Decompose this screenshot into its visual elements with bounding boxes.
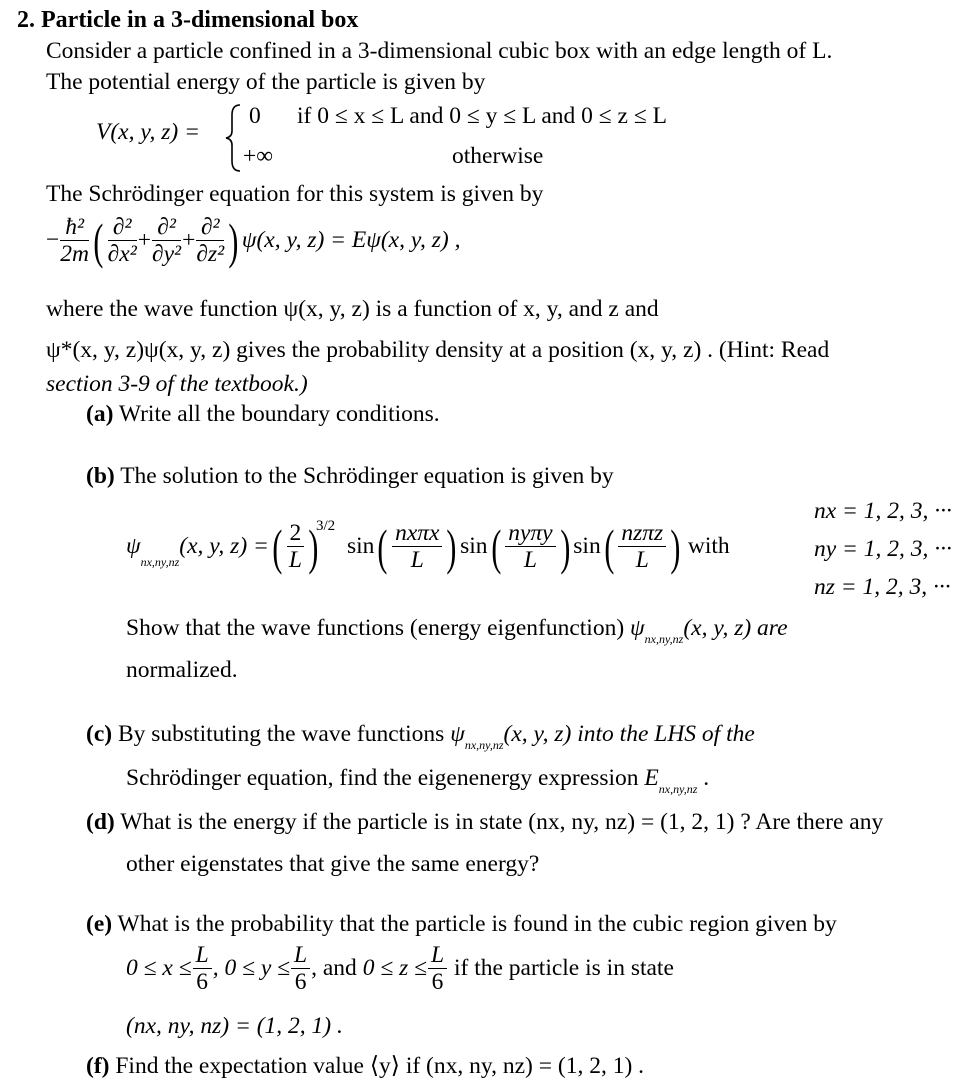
energy-subscript: nx,ny,nz xyxy=(658,782,698,796)
piecewise-brace xyxy=(224,103,244,173)
eq-d1-den: ∂x² xyxy=(107,241,137,267)
intro-line-2: The potential energy of the particle is given by xyxy=(46,69,486,95)
part-c-tail: (x, y, z) into the LHS of the xyxy=(503,721,755,747)
part-c-text: By substituting the wave functions xyxy=(117,721,445,747)
eq-rhs: ψ(x, y, z) = Eψ(x, y, z) , xyxy=(241,227,461,253)
arg3-num: nzπz xyxy=(618,520,666,547)
eq-d3-den: ∂z² xyxy=(196,241,225,267)
intro-line-1: Consider a particle confined in a 3-dimensional cubic box with an edge length of L. xyxy=(46,38,833,64)
arg2-den: L xyxy=(523,547,537,574)
psi-symbol: ψ xyxy=(126,533,141,560)
part-b-text: The solution to the Schrödinger equation is given by xyxy=(120,463,614,489)
part-d-label: (d) xyxy=(86,809,115,835)
eq-prefactor-num: ħ² xyxy=(60,214,89,241)
part-d-line-1 xyxy=(86,808,883,836)
eq-d2-num: ∂² xyxy=(152,214,181,241)
arg1-num: nxπx xyxy=(392,520,442,547)
part-e-label: (e) xyxy=(86,911,113,937)
part-b-show-line-2: normalized. xyxy=(126,657,238,683)
show-psi-symbol: ψ xyxy=(630,615,645,641)
show-line-1-tail: (x, y, z) are xyxy=(683,615,788,641)
schrodinger-equation: − $\frac{\text{ħ²}}{2m}$ ( $\frac{\text{∂²}}{\text{∂x²}}$ + $\frac{\text{∂²}}{\text{∂y²}}$ + $\frac{\text{∂²}}{\text{∂z²}}$ ) ψ(x, y, z) = Eψ(x, y, z) , xyxy=(46,212,461,269)
part-e-line-2-text: if the particle is in state xyxy=(453,955,674,981)
show-line-1-text: Show that the wave functions (energy eigenfunction) xyxy=(126,615,625,641)
eq-prefactor-den: 2m xyxy=(60,241,89,267)
eq-d1-num: ∂² xyxy=(108,214,137,241)
part-f-label: (f) xyxy=(86,1053,110,1079)
show-psi-subscript: nx,ny,nz xyxy=(644,632,684,646)
problem-heading: 2. Particle in a 3-dimensional box xyxy=(17,7,359,33)
part-b-label: (b) xyxy=(86,463,115,489)
part-c-line-2-text: Schrödinger equation, find the eigenenergy expression xyxy=(126,765,639,791)
part-e-line-2: 0 ≤ x ≤ $\frac{L}{6}$ , 0 ≤ y ≤ $\frac{L}{6}$ , and 0 ≤ z ≤ $\frac{L}{6}$ if the particle is in state xyxy=(126,942,674,995)
potential-case2-value: +∞ xyxy=(243,143,274,169)
psi-subscript: nx,ny,nz xyxy=(140,555,180,569)
eq-d3-num: ∂² xyxy=(196,214,224,241)
part-f-line-1 xyxy=(86,1052,644,1080)
potential-case2-condition: otherwise xyxy=(452,143,544,169)
arg1-den: L xyxy=(410,547,424,574)
eq-d2-den: ∂y² xyxy=(152,241,182,267)
sin-2: sin xyxy=(460,533,488,560)
part-f-text: Find the expectation value ⟨y⟩ if (nx, ny, nz) = (1, 2, 1) . xyxy=(115,1053,645,1079)
part-c-psi-subscript: nx,ny,nz xyxy=(464,738,504,752)
potential-case1-value: 0 xyxy=(249,103,261,129)
wf-line-1: where the wave function ψ(x, y, z) is a function of x, y, and z and xyxy=(46,296,659,322)
coef-exponent: 3/2 xyxy=(315,518,336,534)
part-b-show-line-1 xyxy=(126,614,788,653)
psi-args: (x, y, z) = xyxy=(179,533,269,560)
coef-den: L xyxy=(288,547,302,574)
ny-values: ny = 1, 2, 3, ··· xyxy=(814,536,952,562)
arg2-num: nyπy xyxy=(505,520,555,547)
wf-line-2: ψ*(x, y, z)ψ(x, y, z) gives the probability density at a position (x, y, z) . (Hint: Read xyxy=(46,337,830,363)
wf-line-3: section 3-9 of the textbook.) xyxy=(46,371,308,397)
part-a-text: Write all the boundary conditions. xyxy=(118,401,440,427)
part-c-psi-symbol: ψ xyxy=(450,721,465,747)
potential-case1-condition: if 0 ≤ x ≤ L and 0 ≤ y ≤ L and 0 ≤ z ≤ L xyxy=(297,103,667,129)
psi-solution-equation: $\psi_{nx,ny,nz}(x$, y, z) =( $\frac{2}{L}$ )$^{3/2}$ sin( $\frac{\text{nxπx}}{L}$ ) sin( $\frac{\text{nyπy}}{L}$ ) sin( $\frac{\text{nzπz}}{L}$ ) with xyxy=(126,518,730,575)
part-d-line-2: other eigenstates that give the same energy? xyxy=(126,851,540,877)
part-b xyxy=(86,462,614,490)
schrodinger-intro: The Schrödinger equation for this system is given by xyxy=(46,181,544,207)
part-d-text: What is the energy if the particle is in state (nx, ny, nz) = (1, 2, 1) ? Are there any xyxy=(120,809,884,835)
part-a xyxy=(86,400,440,428)
part-c-label: (c) xyxy=(86,721,113,747)
part-e-text: What is the probability that the particle is found in the cubic region given by xyxy=(117,911,837,937)
nz-values: nz = 1, 2, 3, ··· xyxy=(814,574,951,600)
part-c-line-2: Schrödinger equation, find the eigenenergy expression $E_{nx,ny,nz}$ . xyxy=(126,765,710,796)
sin-1: sin xyxy=(346,533,375,560)
part-e-line-3: (nx, ny, nz) = (1, 2, 1) . xyxy=(126,1013,343,1039)
part-c-line-1 xyxy=(86,720,755,759)
sin-3: sin xyxy=(573,533,601,560)
arg3-den: L xyxy=(635,547,649,574)
part-e-line-1 xyxy=(86,910,837,938)
coef-num: 2 xyxy=(287,520,305,547)
potential-lhs: V(x, y, z) = xyxy=(96,119,200,145)
with-word: with xyxy=(687,533,730,560)
part-a-label: (a) xyxy=(86,401,114,427)
nx-values: nx = 1, 2, 3, ··· xyxy=(814,498,952,524)
